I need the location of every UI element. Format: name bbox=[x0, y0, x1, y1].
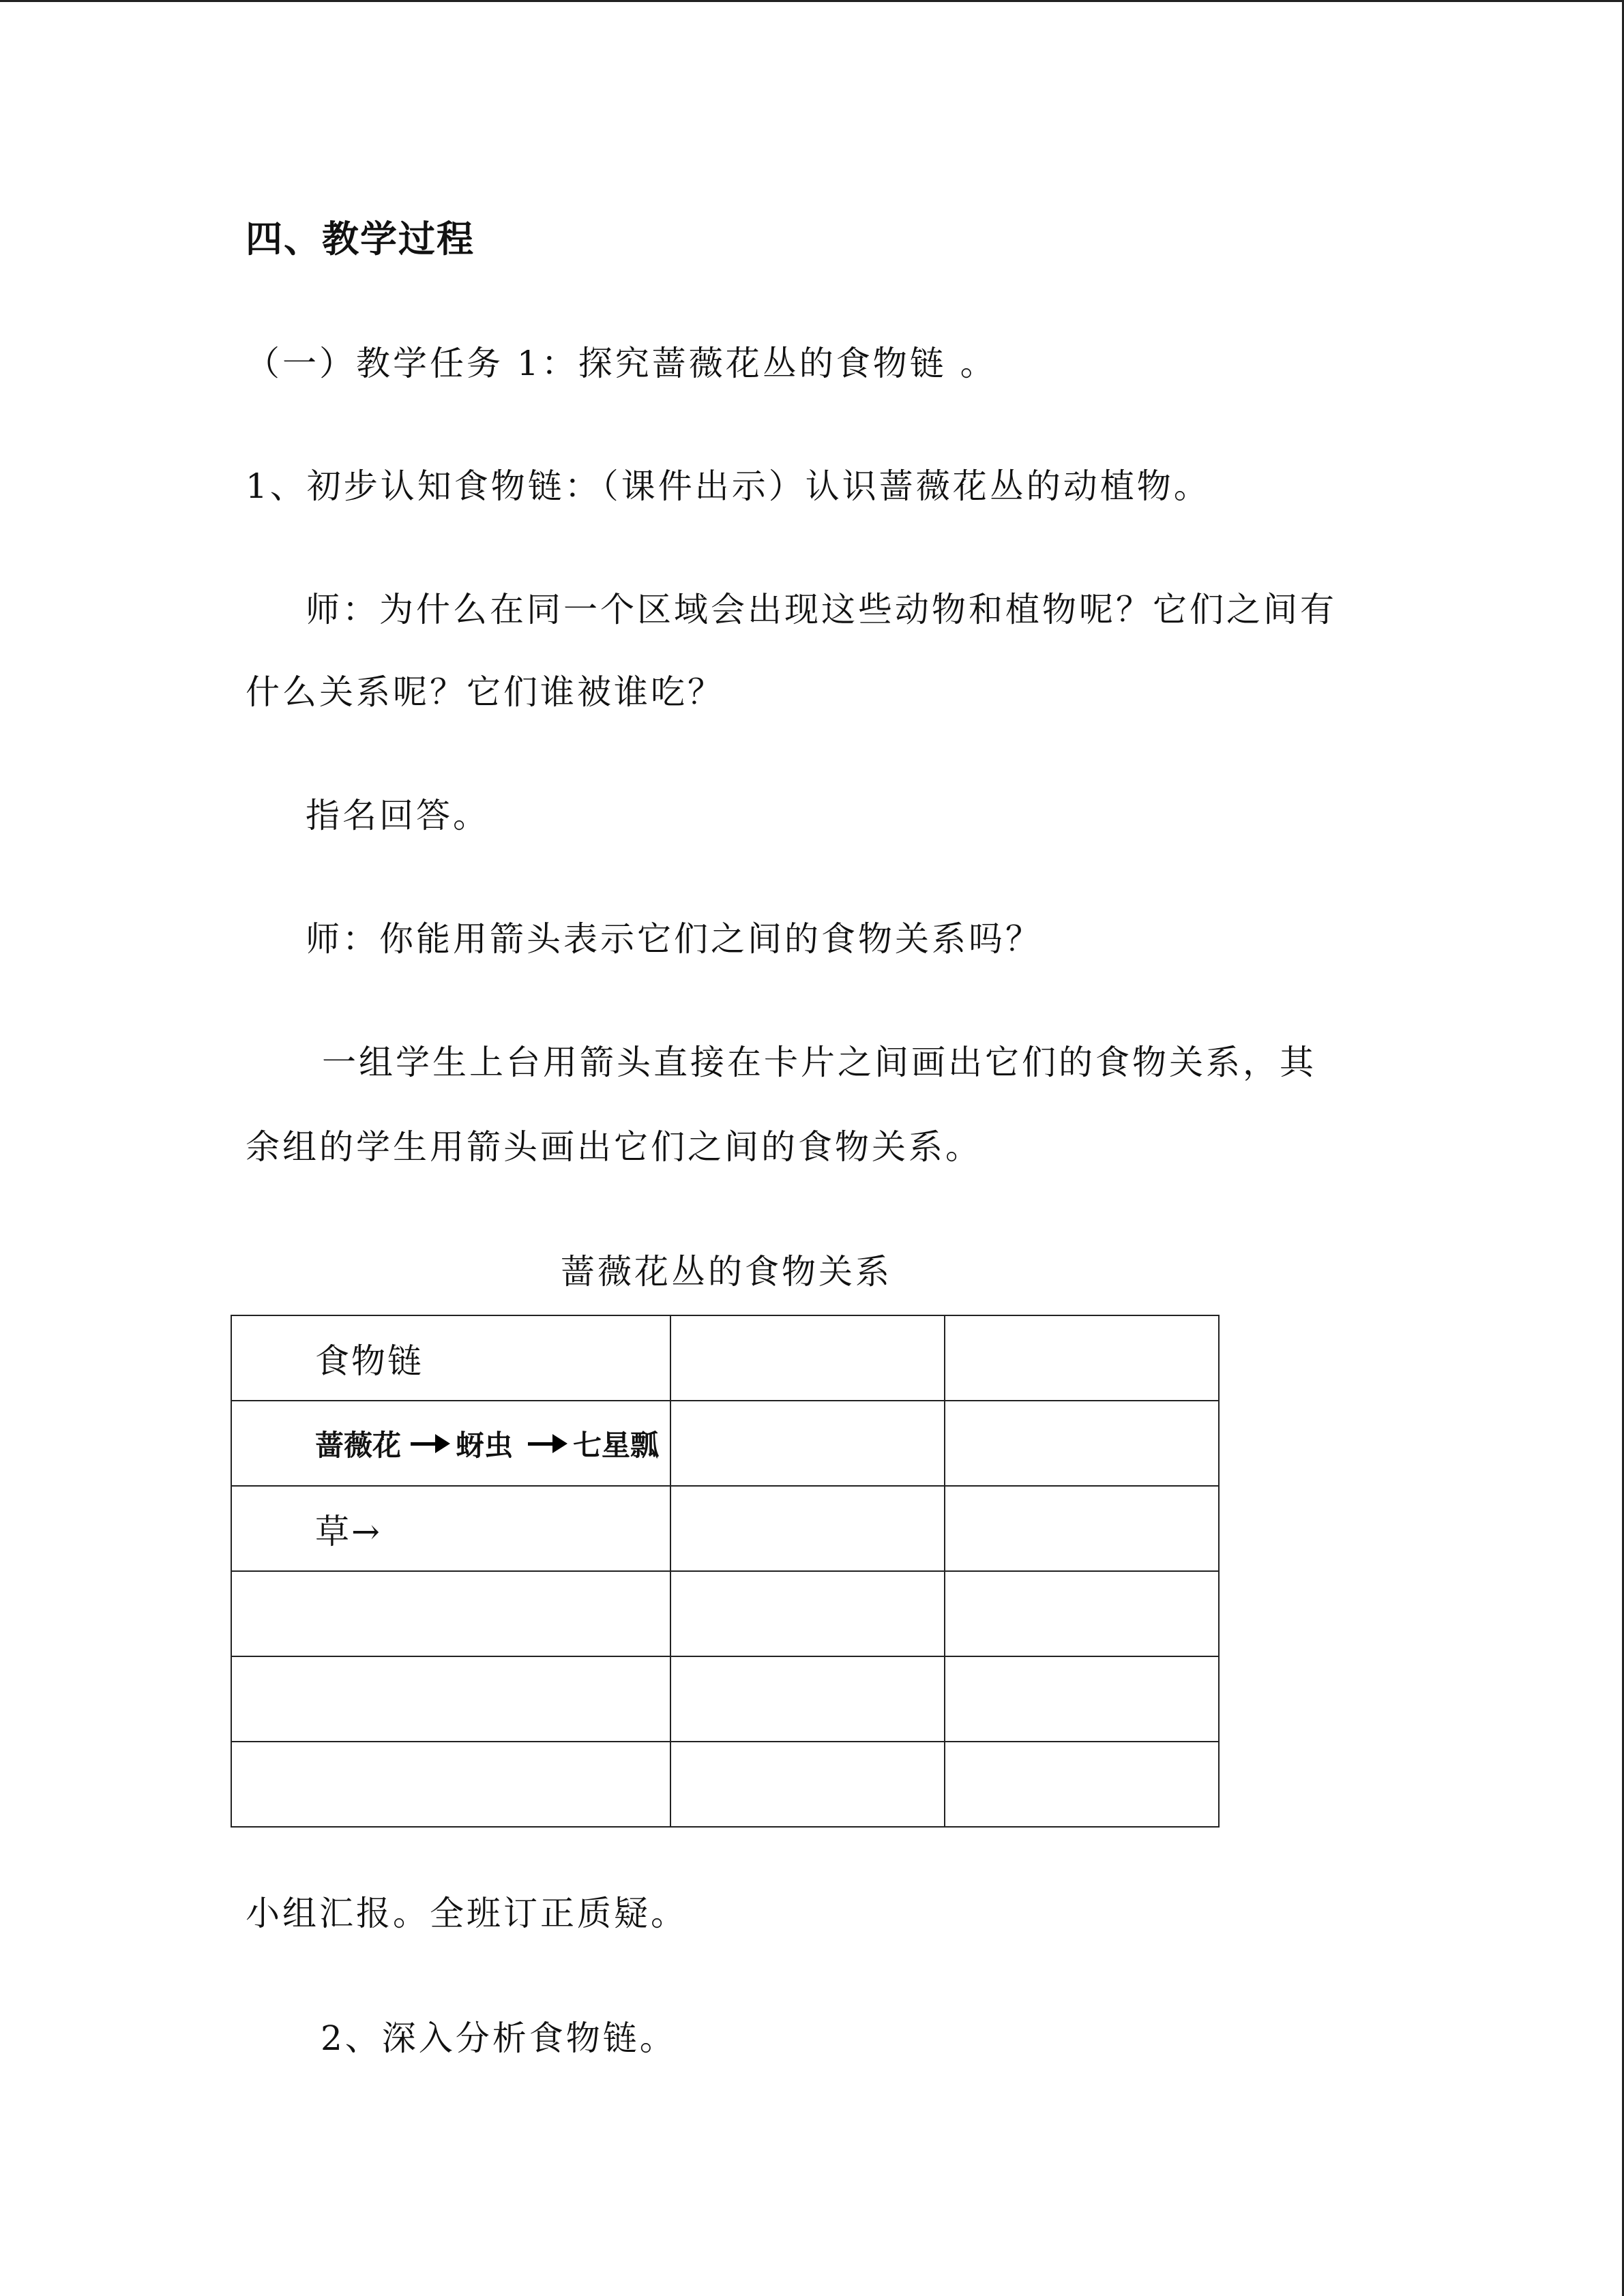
table-row bbox=[231, 1571, 1219, 1656]
group-report: 小组汇报。全班订正质疑。 bbox=[246, 1894, 688, 1933]
food-relationship-table bbox=[231, 1315, 1220, 1828]
table-cell[interactable] bbox=[945, 1742, 1219, 1827]
chain-item-rose: 蔷薇花 bbox=[315, 1428, 402, 1462]
table-cell[interactable] bbox=[945, 1656, 1219, 1742]
table-cell[interactable] bbox=[670, 1571, 945, 1656]
table-cell[interactable] bbox=[945, 1315, 1219, 1401]
table-cell[interactable] bbox=[231, 1742, 670, 1827]
table-cell[interactable] bbox=[945, 1486, 1219, 1571]
page-border-top bbox=[0, 0, 1624, 2]
table-cell[interactable] bbox=[670, 1315, 945, 1401]
table-cell[interactable] bbox=[945, 1401, 1219, 1486]
table-cell[interactable] bbox=[231, 1656, 670, 1742]
table-row bbox=[231, 1315, 1219, 1401]
arrow-right-icon bbox=[411, 1434, 450, 1453]
teacher-question-2: 师：你能用箭头表示它们之间的食物关系吗？ bbox=[306, 919, 1042, 959]
step2-text: 2、深入分析食物链。 bbox=[321, 2018, 677, 2058]
teacher-question-1-line-1: 师：为什么在同一个区域会出现这些动物和植物呢？它们之间有 bbox=[306, 590, 1337, 629]
chain-item-ladybug: 七星瓢 bbox=[573, 1428, 660, 1462]
table-caption: 蔷薇花丛的食物关系 bbox=[561, 1252, 892, 1292]
chain-item-aphid: 蚜虫 bbox=[456, 1428, 514, 1462]
table-cell[interactable] bbox=[231, 1571, 670, 1656]
arrow-right-icon bbox=[528, 1434, 567, 1453]
table-cell[interactable] bbox=[670, 1401, 945, 1486]
answer-prompt: 指名回答。 bbox=[306, 796, 490, 835]
table-cell[interactable] bbox=[945, 1571, 1219, 1656]
table-cell[interactable] bbox=[670, 1486, 945, 1571]
table-header-food-chain: 食物链 bbox=[315, 1341, 424, 1381]
table-row bbox=[231, 1401, 1219, 1486]
section-heading: 四、教学过程 bbox=[246, 218, 475, 260]
grass-chain-start: 草→ bbox=[315, 1511, 382, 1551]
table-cell[interactable] bbox=[670, 1742, 945, 1827]
table-row bbox=[231, 1486, 1219, 1571]
table-row bbox=[231, 1656, 1219, 1742]
example-food-chain bbox=[232, 1423, 659, 1464]
table-cell-grass-chain[interactable] bbox=[231, 1486, 670, 1571]
step1-text: 1、初步认知食物链：（课件出示）认识蔷薇花丛的动植物。 bbox=[246, 466, 1211, 506]
table-cell-example-chain bbox=[231, 1401, 670, 1486]
table-cell-header bbox=[231, 1315, 670, 1401]
teacher-question-1-line-2: 什么关系呢？它们谁被谁吃？ bbox=[246, 672, 724, 712]
activity-line-1: 一组学生上台用箭头直接在卡片之间画出它们的食物关系，其 bbox=[322, 1043, 1316, 1082]
task-title: （一）教学任务 1：探究蔷薇花丛的食物链 。 bbox=[246, 344, 997, 383]
table-row bbox=[231, 1742, 1219, 1827]
activity-line-2: 余组的学生用箭头画出它们之间的食物关系。 bbox=[246, 1127, 982, 1167]
table-cell[interactable] bbox=[670, 1656, 945, 1742]
